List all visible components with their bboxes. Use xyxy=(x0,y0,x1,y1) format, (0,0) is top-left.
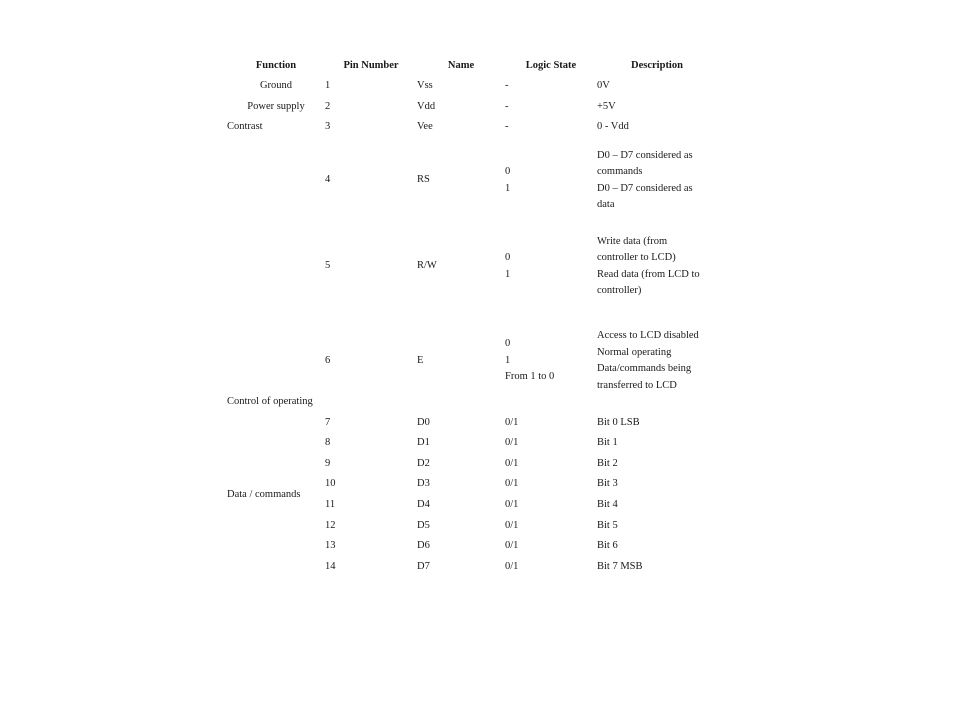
description-cell: Bit 5 xyxy=(597,519,618,531)
header-function: Function xyxy=(255,59,297,71)
table-row xyxy=(227,413,717,434)
description-cell: Bit 3 xyxy=(597,478,618,490)
header-pin-number: Pin Number xyxy=(343,59,399,71)
logic-value: From 1 to 0 xyxy=(505,371,555,383)
logic-value: 1 xyxy=(505,182,511,194)
header-logic-state: Logic State xyxy=(525,59,577,71)
pin-cell: 1 xyxy=(325,80,331,91)
name-cell: D7 xyxy=(417,560,430,572)
description-cell: Bit 7 MSB xyxy=(597,560,643,572)
logic-value: 0 xyxy=(505,252,511,263)
header-description: Description xyxy=(631,59,683,71)
name-cell: D6 xyxy=(417,540,430,552)
logic-cell: 0/1 xyxy=(505,478,519,490)
pin-cell: 13 xyxy=(325,540,336,552)
description-cell: 0V xyxy=(597,80,610,91)
table-row xyxy=(227,138,717,224)
description-cell: +5V xyxy=(597,100,616,112)
table-header xyxy=(227,56,717,76)
pin-cell: 9 xyxy=(325,457,331,469)
logic-cell: 0/1 xyxy=(505,457,519,469)
logic-value: 0 xyxy=(505,166,511,177)
logic-cell xyxy=(505,224,597,310)
pin-cell: 7 xyxy=(325,416,331,428)
pin-cell: 2 xyxy=(325,100,331,112)
pin-cell: 3 xyxy=(325,121,331,132)
description-cell xyxy=(597,224,717,310)
name-cell: RS xyxy=(417,174,430,186)
description-cell: Bit 6 xyxy=(597,540,618,552)
pin-cell: 6 xyxy=(325,354,331,366)
description-cell: Bit 1 xyxy=(597,437,618,449)
logic-cell: - xyxy=(505,121,509,132)
logic-value: 1 xyxy=(505,268,511,280)
function-cell: Contrast xyxy=(227,121,263,132)
logic-cell: 0/1 xyxy=(505,437,519,449)
name-cell: Vee xyxy=(417,121,433,132)
table-row xyxy=(227,97,717,118)
pin-cell: 4 xyxy=(325,174,331,186)
description-line: Normal operating xyxy=(597,346,672,358)
description-line: Write data (from controller to LCD) xyxy=(597,235,676,263)
logic-cell: 0/1 xyxy=(505,560,519,572)
name-cell: D5 xyxy=(417,519,430,531)
description-cell xyxy=(597,138,717,224)
pin-cell: 11 xyxy=(325,498,336,510)
pin-cell: 8 xyxy=(325,437,331,449)
function-cell: Ground xyxy=(259,80,293,91)
description-line: D0 – D7 considered as commands xyxy=(597,149,693,177)
function-cell: Control of operating xyxy=(227,396,313,407)
name-cell: D3 xyxy=(417,478,430,490)
header-row xyxy=(227,56,717,76)
name-cell: Vdd xyxy=(417,100,436,112)
function-cell: Power supply xyxy=(247,100,305,112)
description-line: Read data (from LCD to controller) xyxy=(597,268,700,296)
name-cell: D1 xyxy=(417,437,430,449)
description-line: Data/commands being transferred to LCD xyxy=(597,363,692,391)
description-cell: Bit 0 LSB xyxy=(597,416,640,428)
function-cell: Data / commands xyxy=(227,488,301,500)
logic-value: 0 xyxy=(505,338,511,350)
table-row xyxy=(227,76,717,97)
description-line: D0 – D7 considered as data xyxy=(597,182,693,210)
logic-cell: 0/1 xyxy=(505,519,519,531)
description-cell xyxy=(597,310,717,413)
pin-cell: 5 xyxy=(325,260,331,272)
lcd-pinout-table xyxy=(227,56,717,577)
name-cell: Vss xyxy=(417,80,433,91)
name-cell: R/W xyxy=(417,260,437,272)
description-cell: Bit 4 xyxy=(597,498,618,510)
name-cell: D0 xyxy=(417,416,430,428)
logic-value: 1 xyxy=(505,354,511,366)
pin-cell: 14 xyxy=(325,560,336,572)
logic-cell: 0/1 xyxy=(505,416,519,428)
header-name: Name xyxy=(447,59,475,71)
pin-cell: 12 xyxy=(325,519,336,531)
description-cell: Bit 2 xyxy=(597,457,618,469)
description-line: Access to LCD disabled xyxy=(597,330,699,341)
name-cell: D4 xyxy=(417,498,430,510)
logic-cell xyxy=(505,138,597,224)
logic-cell: 0/1 xyxy=(505,540,519,552)
name-cell: E xyxy=(417,354,424,366)
table-row xyxy=(227,117,717,138)
description-cell: 0 - Vdd xyxy=(597,121,629,132)
logic-cell: - xyxy=(505,100,509,112)
name-cell: D2 xyxy=(417,457,430,469)
logic-cell: - xyxy=(505,80,509,91)
pin-cell: 10 xyxy=(325,478,336,490)
logic-cell xyxy=(505,310,597,413)
table-body xyxy=(227,76,717,577)
logic-cell: 0/1 xyxy=(505,498,519,510)
